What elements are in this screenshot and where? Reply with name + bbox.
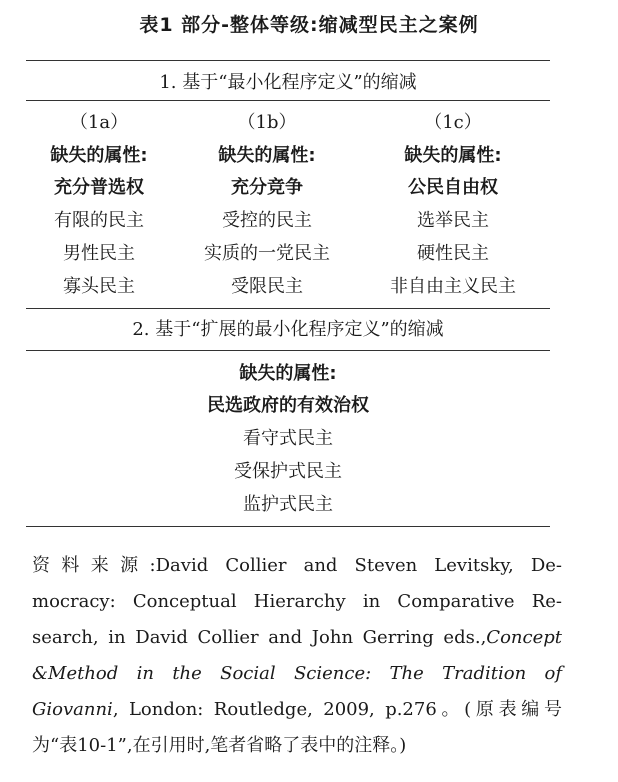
missing-label: 缺失的属性:	[239, 363, 337, 384]
list-item: 受限民主	[231, 276, 303, 297]
column-1c	[358, 106, 548, 303]
column-1b	[172, 106, 362, 303]
source-line	[32, 620, 562, 656]
table-title: 表1 部分-整体等级:缩减型民主之案例	[139, 14, 479, 36]
missing-attribute: 充分竞争	[231, 177, 303, 198]
book-title-part: Giovanni	[32, 699, 113, 720]
source-line: 为“表10-1”,在引用时,笔者省略了表中的注释。)	[32, 735, 407, 756]
missing-label: 缺失的属性:	[404, 145, 502, 166]
source-line: 资料来源:David Collier and Steven Levitsky, De-	[32, 555, 562, 576]
column-label: （1b）	[237, 112, 297, 133]
top-rule	[26, 60, 550, 61]
section2-rule	[26, 350, 550, 351]
source-line: mocracy: Conceptual Hierarchy in Comparative Re-	[32, 591, 562, 612]
missing-attribute: 公民自由权	[408, 177, 498, 198]
section2-top-rule	[26, 308, 550, 309]
list-item: 选举民主	[417, 210, 489, 231]
missing-label: 缺失的属性:	[50, 145, 148, 166]
list-item: 有限的民主	[54, 210, 144, 231]
column-label: （1c）	[424, 112, 482, 133]
section2-heading: 2. 基于“扩展的最小化程序定义”的缩减	[132, 319, 444, 340]
list-item: 受控的民主	[222, 210, 312, 231]
source-text: search, in David Collier and John Gerring eds.,	[32, 627, 487, 648]
book-title-part: Concept	[486, 627, 562, 648]
book-title-line: &Method in the Social Science: The Tradition of	[32, 663, 562, 684]
list-item: 看守式民主	[243, 428, 333, 449]
list-item: 男性民主	[63, 243, 135, 264]
section2-column	[188, 358, 388, 521]
list-item: 受保护式民主	[234, 461, 342, 482]
section1-heading: 1. 基于“最小化程序定义”的缩减	[159, 72, 417, 93]
missing-label: 缺失的属性:	[218, 145, 316, 166]
list-item: 非自由主义民主	[390, 276, 516, 297]
list-item: 寡头民主	[63, 276, 135, 297]
list-item: 实质的一党民主	[204, 243, 330, 264]
missing-attribute: 民选政府的有效治权	[207, 395, 369, 416]
source-note	[32, 548, 562, 764]
list-item: 硬性民主	[417, 243, 489, 264]
source-line	[32, 692, 562, 728]
list-item: 监护式民主	[243, 494, 333, 515]
column-1a	[4, 106, 194, 303]
missing-attribute: 充分普选权	[54, 177, 144, 198]
section1-rule	[26, 100, 550, 101]
column-label: （1a）	[69, 112, 129, 133]
source-text: , London: Routledge, 2009, p.276。(原表编号	[112, 699, 562, 720]
bottom-rule	[26, 526, 550, 527]
